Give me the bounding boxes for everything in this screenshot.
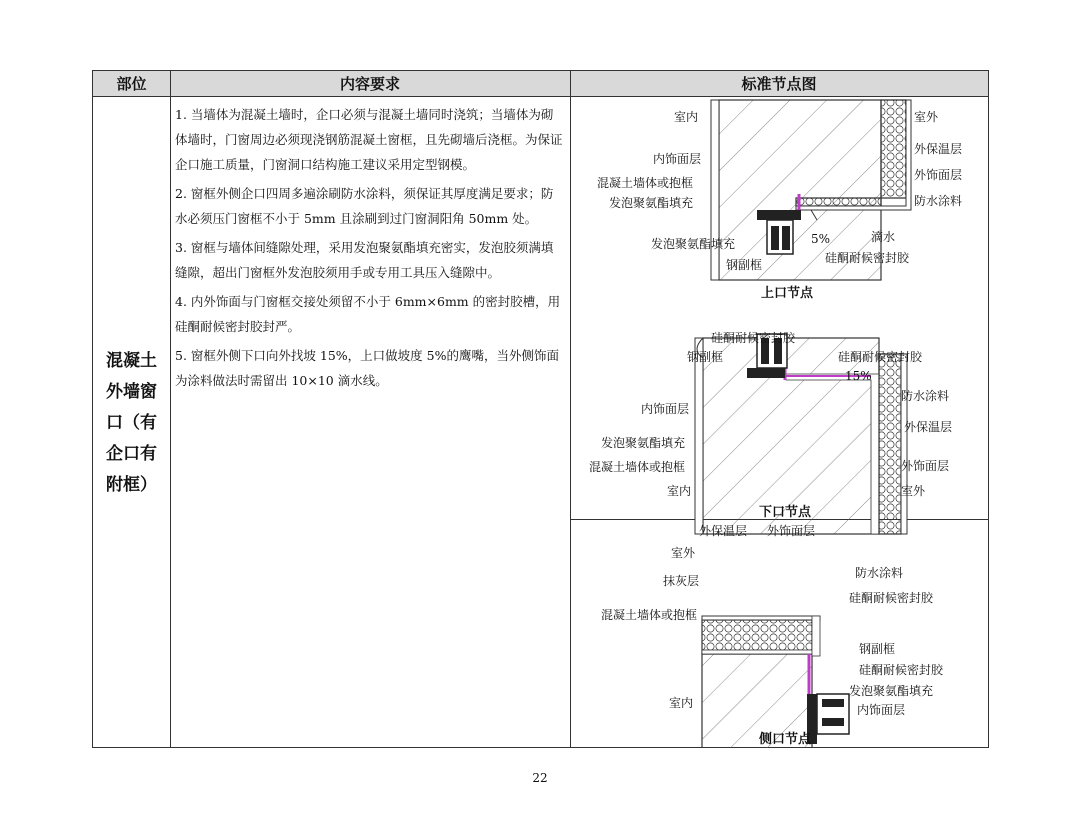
label-drip: 滴水 bbox=[871, 230, 896, 244]
column-divider bbox=[170, 71, 171, 747]
label-plaster: 抹灰层 bbox=[663, 574, 700, 588]
label-indoor: 室内 bbox=[669, 696, 694, 710]
requirement-item: 2. 窗框外侧企口四周多遍涂刷防水涂料，须保证其厚度满足要求；防水必须压门窗框不小于 5mm 且涂刷到过门窗洞阳角 50mm 处。 bbox=[175, 186, 554, 226]
label-sealant: 硅酮耐候密封胶 bbox=[859, 663, 944, 677]
header-part: 部位 bbox=[93, 71, 170, 97]
label-inner-finish: 内饰面层 bbox=[857, 703, 906, 717]
label-outer-finish: 外饰面层 bbox=[767, 524, 816, 538]
label-insulation: 外保温层 bbox=[699, 524, 748, 538]
header-content: 内容要求 bbox=[170, 71, 570, 97]
label-steel-subframe: 钢副框 bbox=[859, 642, 896, 656]
caption-bottom-node: 下口节点 bbox=[759, 505, 812, 520]
label-slope: 5% bbox=[811, 232, 831, 246]
label-indoor: 室内 bbox=[667, 484, 692, 498]
label-sealant: 硅酮耐候密封胶 bbox=[711, 331, 796, 345]
label-concrete-wall: 混凝土墙体或抱框 bbox=[597, 176, 694, 190]
label-waterproof: 防水涂料 bbox=[914, 194, 963, 208]
label-foam-fill: 发泡聚氨酯填充 bbox=[601, 436, 686, 450]
requirement-item: 5. 窗框外侧下口向外找坡 15%，上口做坡度 5%的鹰嘴，当外侧饰面为涂料做法时需留出 10×10 滴水线。 bbox=[175, 348, 559, 388]
caption-top-node: 上口节点 bbox=[761, 286, 814, 301]
label-steel-subframe: 钢副框 bbox=[726, 258, 763, 272]
label-outer-finish: 外饰面层 bbox=[901, 459, 950, 473]
label-outdoor: 室外 bbox=[914, 110, 939, 124]
header-diagram: 标准节点图 bbox=[570, 71, 988, 97]
label-outdoor: 室外 bbox=[671, 546, 696, 560]
label-inner-finish: 内饰面层 bbox=[653, 152, 702, 166]
requirement-item: 1. 当墙体为混凝土墙时，企口必须与混凝土墙同时浇筑；当墙体为砌体墙时，门窗周边必须现浇钢筋混凝土窗框，且先砌墙后浇框。为保证企口施工质量，门窗洞口结构施工建议采用定型钢模。 bbox=[175, 107, 563, 172]
label-sealant: 硅酮耐候密封胶 bbox=[838, 350, 923, 364]
label-insulation: 外保温层 bbox=[914, 142, 963, 156]
label-steel-subframe: 钢副框 bbox=[687, 350, 724, 364]
standard-table bbox=[92, 70, 989, 748]
label-insulation: 外保温层 bbox=[904, 420, 953, 434]
label-concrete-wall: 混凝土墙体或抱框 bbox=[601, 608, 698, 622]
side-node-labels bbox=[571, 98, 988, 748]
requirements-list bbox=[175, 102, 563, 397]
label-waterproof: 防水涂料 bbox=[855, 566, 904, 580]
label-outdoor: 室外 bbox=[901, 484, 926, 498]
label-foam-fill: 发泡聚氨酯填充 bbox=[849, 684, 934, 698]
label-concrete-wall: 混凝土墙体或抱框 bbox=[589, 460, 686, 474]
label-foam-fill: 发泡聚氨酯填充 bbox=[609, 196, 694, 210]
caption-side-node: 侧口节点 bbox=[759, 732, 812, 747]
label-outer-finish: 外饰面层 bbox=[914, 168, 963, 182]
requirement-item: 3. 窗框与墙体间缝隙处理，采用发泡聚氨酯填充密实，发泡胶须满填缝隙，超出门窗框外发泡胶须用手或专用工具压入缝隙中。 bbox=[175, 240, 554, 280]
label-foam-fill: 发泡聚氨酯填充 bbox=[651, 237, 736, 251]
requirement-item: 4. 内外饰面与门窗框交接处须留不小于 6mm×6mm 的密封胶槽，用硅酮耐候密封胶封严。 bbox=[175, 294, 561, 334]
label-waterproof: 防水涂料 bbox=[901, 389, 950, 403]
part-cell bbox=[93, 97, 170, 749]
page-number: 22 bbox=[532, 771, 548, 785]
label-sealant: 硅酮耐候密封胶 bbox=[849, 591, 934, 605]
label-sealant: 硅酮耐候密封胶 bbox=[825, 251, 910, 265]
label-slope: 15% bbox=[845, 369, 872, 383]
part-label: 混凝土外墙窗口（有企口有附框） bbox=[106, 350, 157, 495]
label-indoor: 室内 bbox=[674, 110, 699, 124]
label-inner-finish: 内饰面层 bbox=[641, 402, 690, 416]
